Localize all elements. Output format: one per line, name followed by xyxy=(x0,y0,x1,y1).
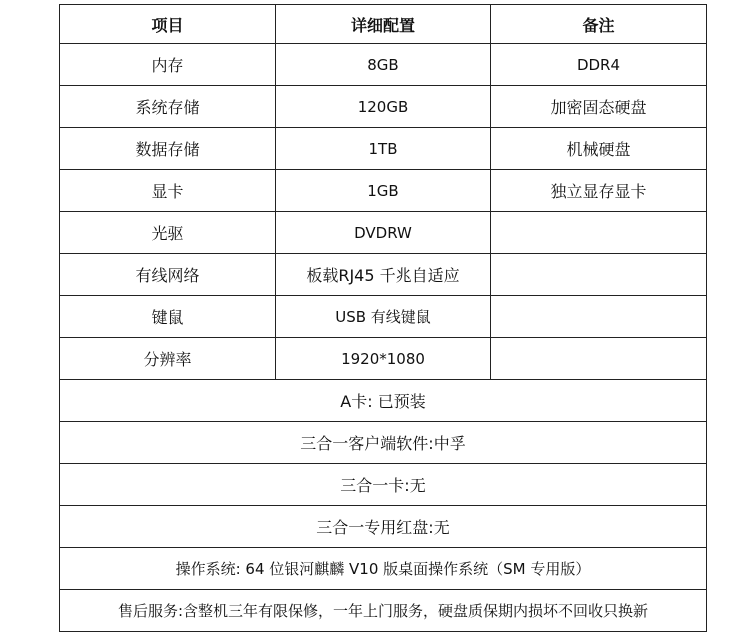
spec-table xyxy=(59,4,707,632)
row-note xyxy=(491,296,707,338)
row-detail: 1TB xyxy=(276,128,491,170)
header-item: 项目 xyxy=(60,5,276,44)
table-row xyxy=(60,254,707,296)
note-row xyxy=(60,464,707,506)
row-detail: 8GB xyxy=(276,44,491,86)
row-detail: DVDRW xyxy=(276,212,491,254)
row-item: 显卡 xyxy=(60,170,276,212)
note-red-disk: 三合一专用红盘:无 xyxy=(60,506,707,548)
row-item: 内存 xyxy=(60,44,276,86)
note-row xyxy=(60,380,707,422)
header-row xyxy=(60,5,707,44)
row-item: 分辨率 xyxy=(60,338,276,380)
row-item: 系统存储 xyxy=(60,86,276,128)
table-row xyxy=(60,170,707,212)
row-note xyxy=(491,254,707,296)
note-client-software: 三合一客户端软件:中孚 xyxy=(60,422,707,464)
table-row xyxy=(60,128,707,170)
row-note: 加密固态硬盘 xyxy=(491,86,707,128)
note-after-sales: 售后服务:含整机三年有限保修，一年上门服务，硬盘质保期内损坏不回收只换新 xyxy=(60,590,707,632)
table-row xyxy=(60,44,707,86)
row-detail: USB 有线键鼠 xyxy=(276,296,491,338)
note-row xyxy=(60,506,707,548)
table-row xyxy=(60,296,707,338)
table-row xyxy=(60,212,707,254)
row-detail: 120GB xyxy=(276,86,491,128)
row-note xyxy=(491,212,707,254)
note-card: 三合一卡:无 xyxy=(60,464,707,506)
note-a-card: A卡: 已预装 xyxy=(60,380,707,422)
row-item: 数据存储 xyxy=(60,128,276,170)
row-detail: 1920*1080 xyxy=(276,338,491,380)
header-note: 备注 xyxy=(491,5,707,44)
row-note: 机械硬盘 xyxy=(491,128,707,170)
header-detail: 详细配置 xyxy=(276,5,491,44)
row-item: 有线网络 xyxy=(60,254,276,296)
row-note xyxy=(491,338,707,380)
note-os: 操作系统: 64 位银河麒麟 V10 版桌面操作系统（SM 专用版） xyxy=(60,548,707,590)
row-note: 独立显存显卡 xyxy=(491,170,707,212)
note-row xyxy=(60,548,707,590)
row-note: DDR4 xyxy=(491,44,707,86)
row-item: 键鼠 xyxy=(60,296,276,338)
table-row xyxy=(60,86,707,128)
row-item: 光驱 xyxy=(60,212,276,254)
row-detail: 1GB xyxy=(276,170,491,212)
row-detail: 板载RJ45 千兆自适应 xyxy=(276,254,491,296)
table-row xyxy=(60,338,707,380)
note-row xyxy=(60,590,707,632)
note-row xyxy=(60,422,707,464)
